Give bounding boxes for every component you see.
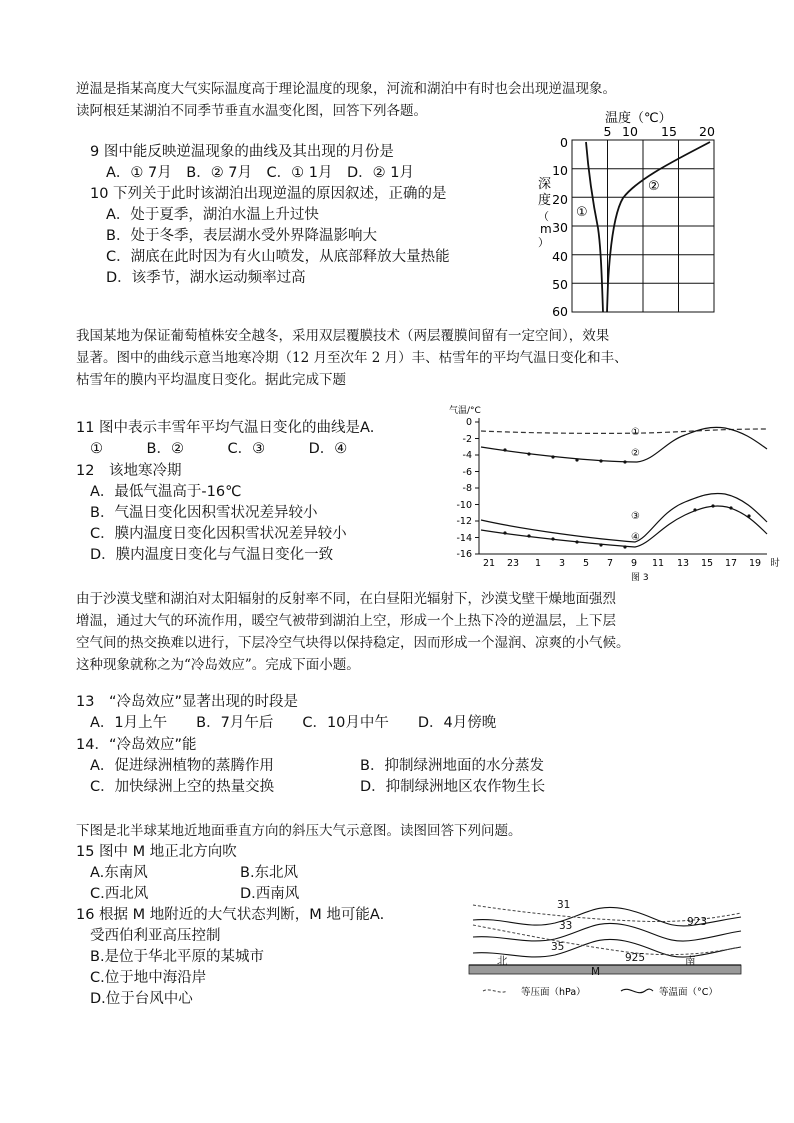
option-b: B.是位于华北平原的某城市 [90,949,265,965]
question-stem: 13 “冷岛效应”显著出现的时段是 [76,694,298,710]
option-a: A．最低气温高于-16℃ [90,484,242,500]
lake-temperature-figure [530,108,730,316]
intro-line: 增温，通过大气的环流作用，暖空气被带到湖泊上空，形成一个上热下冷的逆温层，上下层 [76,613,616,629]
y-tick: -14 [456,533,472,544]
option-b: B．气温日变化因积雪状况差异较小 [90,505,318,521]
isotherm-label: 35 [551,941,565,953]
isotherm-35 [473,939,741,957]
isotherm-label: 33 [559,920,573,932]
intro-line: 这种现象就称之为“冷岛效应”。完成下面小题。 [76,657,360,673]
x-tick: 13 [676,558,690,569]
y-tick: -10 [456,500,472,511]
curve-label-3: ③ [631,511,640,522]
intro-grape-film [76,325,776,391]
y-axis-label: 气温/°C [449,406,481,416]
y-tick: -12 [456,516,472,527]
x-tick: 9 [630,558,638,569]
question-options: A．① 7月 B．② 7月 C．① 1月 D．② 1月 [106,165,414,181]
option-b: B．抑制绿洲地面的水分蒸发 [360,758,544,774]
option-c: C.位于地中海沿岸 [90,970,207,986]
x-tick: 19 [748,558,762,569]
question-11 [76,418,374,460]
y-tick: -8 [462,483,472,494]
x-tick: 23 [506,558,520,569]
isobar-label: 925 [625,952,646,964]
y-label-char: m [540,222,552,236]
x-tick: 3 [558,558,566,569]
y-label-char: 深 [538,177,552,192]
question-9 [90,142,414,184]
ground-surface [469,965,741,974]
question-stem: 14．“冷岛效应”能 [76,737,197,753]
curve-label-2: ② [648,179,660,194]
north-label: 北 [497,955,508,967]
question-stem: 15 图中 M 地正北方向吹 [76,844,237,860]
y-tick: -4 [462,450,472,461]
question-16 [76,905,384,1010]
x-tick: 7 [606,558,614,569]
x-tick: 11 [651,558,665,569]
x-tick: 5 [582,558,590,569]
figure-caption: 图 3 [631,573,649,582]
intro-line: 下图是北半球某地近地面垂直方向的斜压大气示意图。读图回答下列问题。 [76,823,522,839]
option-b: B.东北风 [240,865,299,881]
isobar-label: 923 [687,916,708,928]
intro-baroclinic [76,820,776,842]
y-tick: 10 [552,163,568,178]
y-tick: -2 [462,434,472,445]
m-point-label: M [591,966,601,978]
curve-2 [607,142,710,312]
curve-label-1: ① [631,427,640,438]
temperature-daily-figure [445,402,785,582]
option-b: B．处于冬季，表层湖水受外界降温影响大 [106,228,377,244]
option-d: D.位于台风中心 [90,991,193,1007]
x-tick: 10 [622,124,638,139]
x-tick: 1 [534,558,542,569]
curve-label-4: ④ [631,532,640,543]
curve-1 [586,142,603,312]
legend-isotherm-label: 等温面（°C） [659,987,718,998]
curve-1 [481,429,767,433]
option-c: C．膜内温度日变化因积雪状况差异较小 [90,526,347,542]
y-tick: 60 [552,304,568,316]
x-unit: 时 [770,558,780,569]
question-stem: 12 该地寒冷期 [76,463,182,479]
y-label-char: （ [538,210,549,223]
option-d: D．膜内温度日变化与气温日变化一致 [90,547,334,563]
x-tick: 15 [661,124,677,139]
option-c: C．加快绿洲上空的热量交换 [90,779,275,795]
legend-isotherm-swatch [621,989,653,993]
intro-line: 由于沙漠戈壁和湖泊对太阳辐射的反射率不同，在白昼阳光辐射下，沙漠戈壁干燥地面强烈 [76,591,616,607]
curve-3 [481,493,767,542]
intro-cold-island [76,588,786,676]
x-tick: 5 [603,124,612,139]
south-label: 南 [685,955,696,967]
curve-label-2: ② [631,448,640,459]
question-stem: 16 根据 M 地附近的大气状态判断，M 地可能A. [76,907,385,923]
x-tick: 20 [699,124,715,139]
question-10 [90,184,450,289]
x-tick: 17 [724,558,738,569]
baroclinic-figure [465,895,745,1007]
x-tick: 15 [700,558,714,569]
question-13 [76,692,496,734]
option-a: 受西伯利亚高压控制 [90,928,221,944]
option-c: C．湖底在此时因为有火山喷发，从底部释放大量热能 [106,249,450,265]
y-tick: -6 [462,467,472,478]
isotherm-label: 31 [557,899,571,911]
question-stem: 11 图中表示丰雪年平均气温日变化的曲线是A. [76,420,375,436]
intro-line: 枯雪年的膜内平均温度日变化。据此完成下题 [76,372,346,388]
y-tick: 20 [552,192,568,207]
intro-line: 我国某地为保证葡萄植株安全越冬，采用双层覆膜技术（两层覆膜间留有一定空间），效果 [76,328,610,344]
y-tick: 50 [552,277,568,292]
curve-label-1: ① [576,205,588,220]
legend-isobar-swatch [483,990,507,992]
legend-isobar-label: 等压面（hPa） [521,987,586,998]
y-label-char: ） [538,236,549,249]
question-15 [76,842,237,863]
question-14 [76,735,196,756]
y-tick: 30 [552,220,568,235]
question-options: A．1月上午 B．7月午后 C．10月中午 D．4月傍晚 [90,715,497,731]
intro-line: 逆温是指某高度大气实际温度高于理论温度的现象，河流和湖泊中有时也会出现逆温现象。 [76,81,616,97]
y-tick: -16 [456,549,472,560]
option-d: D．该季节，湖水运动频率过高 [106,270,306,286]
y-tick: 0 [560,135,568,150]
option-a: A．处于夏季，湖泊水温上升过快 [106,207,319,223]
x-tick: 21 [482,558,496,569]
y-label-char: 度 [538,193,552,208]
question-12 [76,461,347,566]
figure-title: 温度（℃） [605,111,672,126]
y-tick: 0 [465,417,472,428]
option-a: A．促进绿洲植物的蒸腾作用 [90,758,274,774]
question-stem: 9 图中能反映逆温现象的曲线及其出现的月份是 [90,144,394,160]
intro-line: 显著。图中的曲线示意当地寒冷期（12 月至次年 2 月）丰、枯雪年的平均气温日变化和丰、 [76,350,628,366]
question-stem: 10 下列关于此时该湖泊出现逆温的原因叙述，正确的是 [90,186,447,202]
option-a: A.东南风 [90,865,148,881]
intro-line: 空气间的热交换难以进行，下层冷空气块得以保持稳定，因而形成一个湿润、凉爽的小气候。 [76,635,630,651]
intro-line: 读阿根廷某湖泊不同季节垂直水温变化图，回答下列各题。 [76,103,427,119]
y-tick: 40 [552,249,568,264]
option-c: C.西北风 [90,886,149,902]
option-d: D.西南风 [240,886,300,902]
option-d: D．抑制绿洲地区农作物生长 [360,779,546,795]
question-options: ① B．② C．③ D．④ [90,441,348,457]
